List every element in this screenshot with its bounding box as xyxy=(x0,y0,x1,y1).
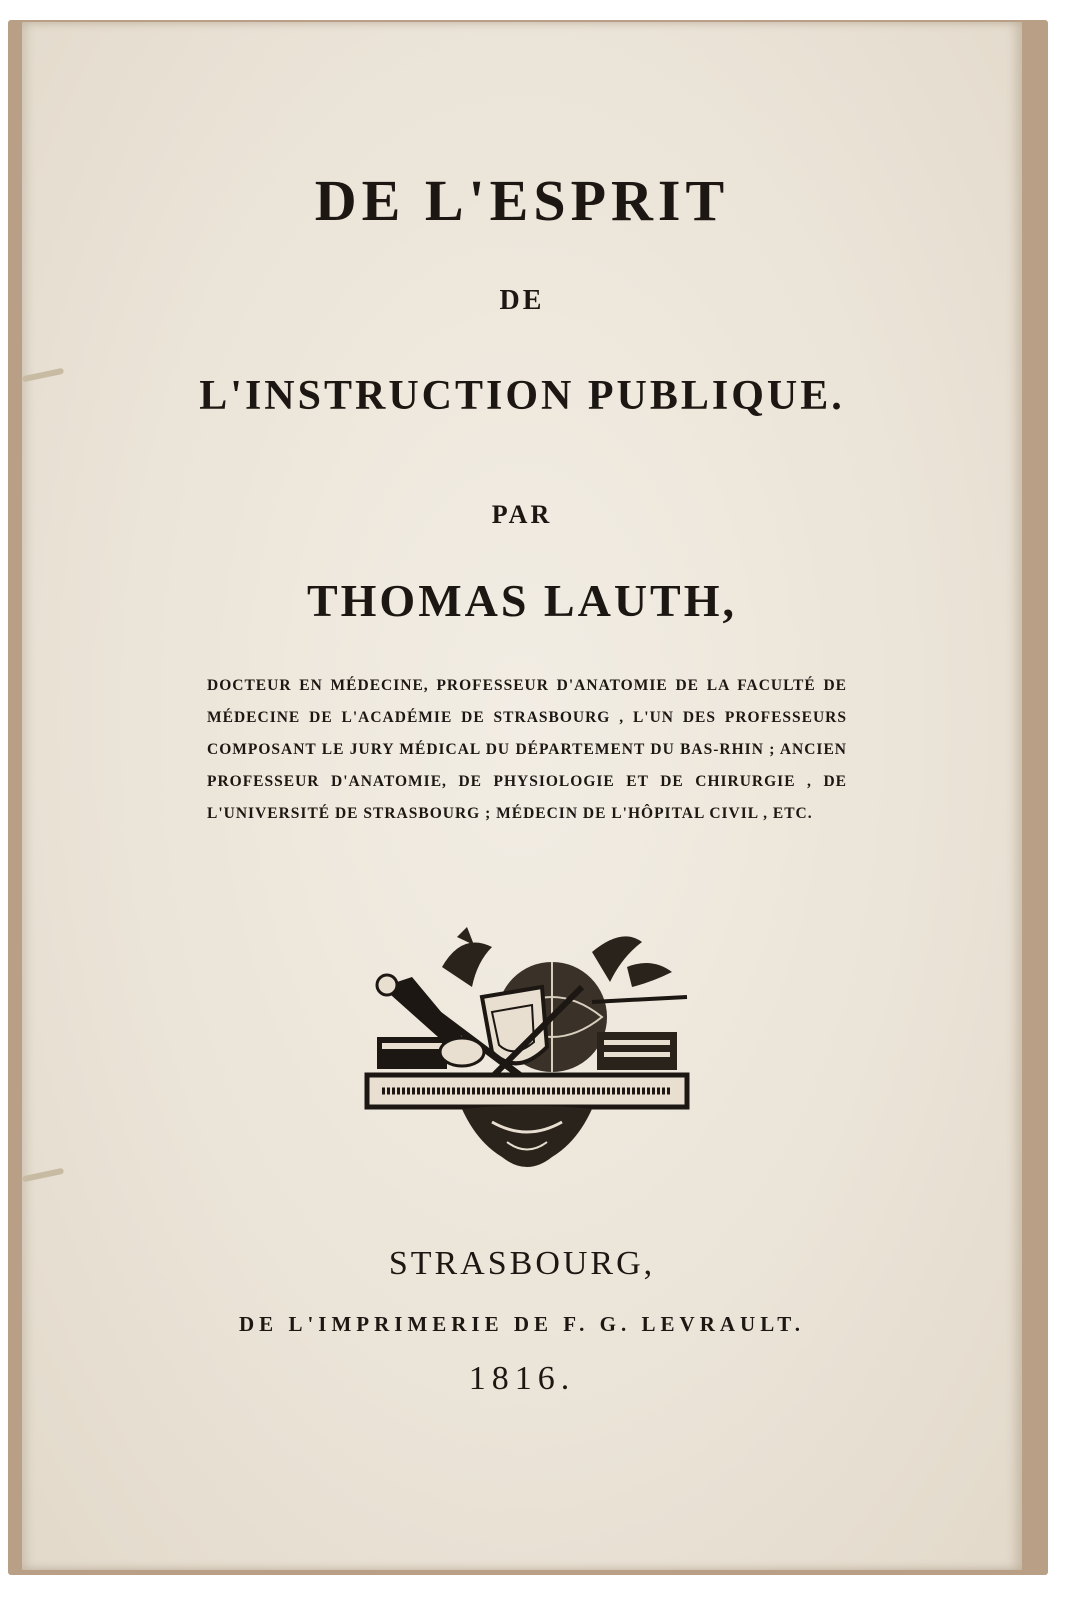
author-credentials xyxy=(207,670,847,830)
publication-year: 1816. xyxy=(468,1360,576,1397)
by-label: PAR xyxy=(491,500,553,529)
publication-city: STRASBOURG, xyxy=(388,1245,656,1282)
title-connector: DE xyxy=(499,285,545,316)
printer-ornament-vignette xyxy=(342,927,702,1182)
title-subtitle: L'INSTRUCTION PUBLIQUE. xyxy=(199,373,845,419)
credentials-text: DOCTEUR EN MÉDECINE, PROFESSEUR D'ANATOMIE DE LA FACULTÉ DE MÉDECINE DE L'ACADÉMIE DE STRASBOURG , L'UN DES PROFESSEURS COMPOSANT LE JURY MÉDICAL DU DÉPARTEMENT DU BAS-RHIN ; ANCIEN PROFESSEUR D'ANATOMIE, DE PHYSIOLOGIE ET DE CHIRURGIE , DE L'UNIVERSITÉ DE STRASBOURG ; MÉDECIN DE L'HÔPITAL CIVIL , ETC. xyxy=(207,677,847,822)
title-main: DE L'ESPRIT xyxy=(314,168,730,233)
printer-imprint: DE L'IMPRIMERIE DE F. G. LEVRAULT. xyxy=(239,1312,805,1336)
title-page xyxy=(22,22,1022,1570)
binding-thread xyxy=(22,1168,64,1183)
author-name: THOMAS LAUTH, xyxy=(306,575,738,626)
